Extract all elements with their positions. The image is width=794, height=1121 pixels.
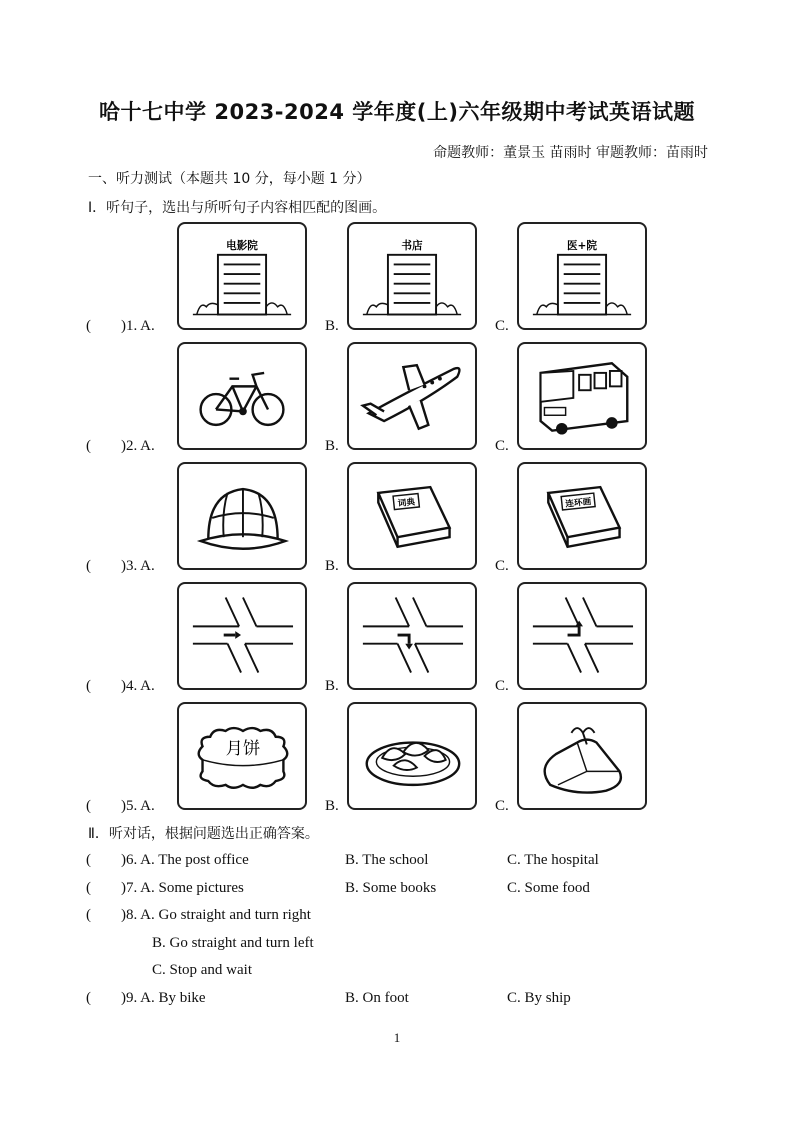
question-6-option-c: C. The hospital [507,852,599,868]
book-icon [349,464,475,568]
q1-option-c-image[interactable] [517,222,647,330]
q2-option-b-image[interactable] [347,342,477,450]
bus-icon [519,344,645,448]
question-2-label: ( )2. A. [86,438,155,454]
helmet-icon [179,464,305,568]
question-7-option-b: B. Some books [345,880,437,896]
question-8-option-a: ( )8. A. Go straight and turn right [86,907,311,923]
q4-option-a-image[interactable] [177,582,307,690]
q2-option-a-image[interactable] [177,342,307,450]
q5-a-mooncake-text: 月饼 [225,739,261,760]
question-9-option-c: C. By ship [507,990,571,1006]
question-8-option-c: C. Stop and wait [152,962,252,978]
q3-c-book-title: 连环画 [564,497,592,510]
question-8-option-b: B. Go straight and turn left [152,935,314,951]
q5-option-b-image[interactable] [347,702,477,810]
question-7-option-a: ( )7. A. Some pictures [86,880,244,896]
question-6-option-b: B. The school [345,852,429,868]
q5-option-a-image[interactable] [177,702,307,810]
q1-option-c-letter: C. [495,318,509,334]
crossroad-turn-left-icon [519,584,645,688]
page-number: 1 [393,1030,401,1045]
crossroad-turn-right-icon [349,584,475,688]
q4-option-c-letter: C. [495,678,509,694]
question-4-label: ( )4. A. [86,678,155,694]
q1-b-sign: 书店 [401,240,423,253]
q1-a-sign: 电影院 [226,240,258,253]
q3-option-b-image[interactable] [347,462,477,570]
q5-option-c-image[interactable] [517,702,647,810]
question-1-label: ( )1. A. [86,318,155,334]
q1-option-a-image[interactable] [177,222,307,330]
question-9-option-b: B. On foot [345,990,409,1006]
question-5-label: ( )5. A. [86,798,155,814]
airplane-icon [349,344,475,448]
q2-option-b-letter: B. [325,438,339,454]
question-3-label: ( )3. A. [86,558,155,574]
q3-option-a-image[interactable] [177,462,307,570]
mooncake-icon [179,704,305,808]
q4-option-b-image[interactable] [347,582,477,690]
q3-option-c-letter: C. [495,558,509,574]
q4-option-b-letter: B. [325,678,339,694]
q5-option-b-letter: B. [325,798,339,814]
bicycle-icon [179,344,305,448]
page-title: 哈十七中学 2023-2024 学年度(上)六年级期中考试英语试题 [99,100,695,124]
q2-option-c-letter: C. [495,438,509,454]
q3-option-c-image[interactable] [517,462,647,570]
part-two-heading: Ⅱ．听对话，根据问题选出正确答案。 [88,826,319,842]
q3-option-b-letter: B. [325,558,339,574]
zongzi-icon [519,704,645,808]
crossroad-straight-icon [179,584,305,688]
question-7-option-c: C. Some food [507,880,590,896]
q1-option-b-image[interactable] [347,222,477,330]
q2-option-c-image[interactable] [517,342,647,450]
q5-option-c-letter: C. [495,798,509,814]
section-heading-listening: 一、听力测试（本题共 10 分，每小题 1 分） [88,171,371,187]
question-9-option-a: ( )9. A. By bike [86,990,206,1006]
dumplings-icon [349,704,475,808]
part-one-heading: Ⅰ．听句子，选出与所听句子内容相匹配的图画。 [88,200,387,216]
q4-option-c-image[interactable] [517,582,647,690]
book-icon [519,464,645,568]
question-6-option-a: ( )6. A. The post office [86,852,249,868]
q1-option-b-letter: B. [325,318,339,334]
q1-c-sign: 医+院 [566,240,598,253]
q3-b-book-title: 词典 [397,497,416,510]
teacher-credits: 命题教师：董景玉 苗雨时 审题教师：苗雨时 [433,145,708,161]
